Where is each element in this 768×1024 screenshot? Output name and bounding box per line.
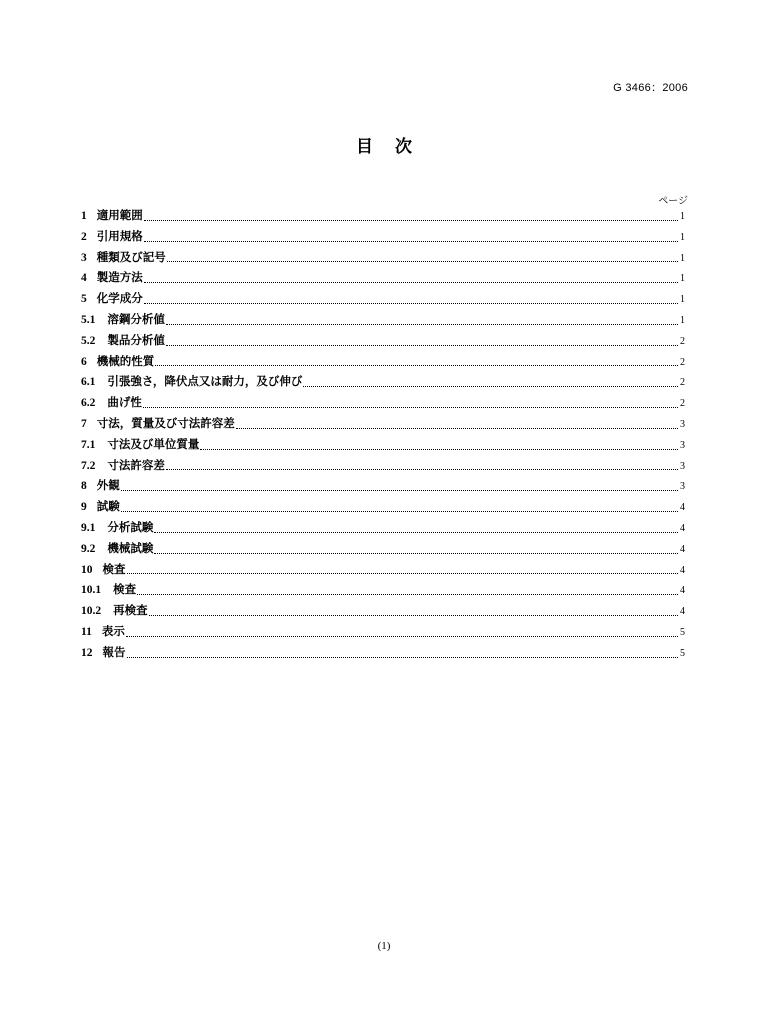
- toc-entry-page: 4: [680, 502, 685, 514]
- toc-entry-title: 寸法及び単位質量: [107, 436, 200, 451]
- dot-leader: [137, 594, 678, 595]
- dot-leader: [166, 345, 678, 346]
- toc-entry-page: 4: [680, 543, 685, 555]
- toc-entry-number: 1: [81, 210, 87, 222]
- toc-entry-title: 適用範囲: [96, 208, 143, 222]
- toc-entry[interactable]: [81, 436, 685, 457]
- toc-entry-page: 2: [680, 335, 685, 347]
- toc-entry-number: 6: [81, 355, 87, 368]
- toc-entry-page: 4: [680, 585, 685, 597]
- toc-entry-page: 1: [680, 252, 685, 264]
- toc-entry-number: 5.2: [81, 334, 96, 347]
- toc-entry-page: 4: [680, 522, 685, 534]
- toc-entry-title: 溶鋼分析値: [107, 311, 165, 326]
- dot-leader: [155, 365, 678, 366]
- toc-entry[interactable]: [81, 644, 685, 665]
- toc-entry[interactable]: [81, 249, 685, 270]
- dot-leader: [236, 428, 678, 429]
- toc-entry-number: 11: [81, 625, 92, 638]
- toc-entry[interactable]: [81, 540, 685, 561]
- page-title: [0, 132, 768, 157]
- toc-entry-page: 1: [680, 314, 685, 326]
- toc-entry-title: 引張強さ，降伏点又は耐力，及び伸び: [107, 374, 303, 389]
- toc-entry-page: 2: [680, 377, 685, 389]
- toc-entry[interactable]: [81, 477, 685, 498]
- toc-entry-title: 製品分析値: [107, 332, 165, 347]
- page-column-label: ページ: [658, 196, 688, 207]
- dot-leader: [167, 261, 678, 262]
- toc-entry-number: 10: [81, 563, 93, 576]
- toc-entry-title: 寸法許容差: [107, 457, 165, 472]
- dot-leader: [144, 220, 678, 221]
- dot-leader: [154, 553, 678, 554]
- toc-entry-number: 3: [81, 251, 87, 264]
- dot-leader: [154, 532, 678, 533]
- toc-entry-page: 5: [680, 626, 685, 638]
- toc-entry-title: 表示: [101, 623, 125, 638]
- toc-entry-number: 7: [81, 417, 87, 430]
- dot-leader: [126, 636, 678, 637]
- toc-entry-number: 4: [81, 272, 87, 285]
- toc-entry[interactable]: [81, 457, 685, 478]
- toc-entry[interactable]: [81, 602, 685, 623]
- dot-leader: [121, 490, 678, 491]
- toc-entry-number: 6.2: [81, 397, 96, 410]
- toc-entry-title: 機械試験: [107, 540, 154, 555]
- toc-entry-title: 寸法，質量及び寸法許容差: [96, 415, 235, 430]
- toc-entry-number: 8: [81, 480, 87, 493]
- toc-entry-page: 1: [680, 231, 685, 243]
- toc-entry-title: 検査: [102, 561, 126, 576]
- toc-entry-title: 検査: [113, 582, 137, 597]
- title-char-2: 次: [395, 137, 412, 157]
- toc-entry[interactable]: [81, 269, 685, 290]
- toc-entry-number: 5.1: [81, 313, 96, 326]
- dot-leader: [166, 469, 678, 470]
- dot-leader: [127, 657, 679, 658]
- toc-entry-number: 9.2: [81, 542, 96, 555]
- toc-entry-number: 5: [81, 293, 87, 306]
- toc-entry-number: 9.1: [81, 521, 96, 534]
- toc-entry[interactable]: [81, 207, 685, 228]
- toc-entry-page: 3: [680, 418, 685, 430]
- toc-entry-title: 機械的性質: [96, 353, 155, 368]
- dot-leader: [144, 282, 678, 283]
- toc-entry[interactable]: [81, 394, 685, 415]
- toc-entry-page: 5: [680, 647, 685, 659]
- toc-entry[interactable]: [81, 353, 685, 374]
- dot-leader: [166, 324, 678, 325]
- toc-entry-page: 1: [680, 294, 685, 306]
- toc-entry[interactable]: [81, 498, 685, 519]
- standard-number: G 3466：2006: [613, 82, 688, 94]
- toc-entry-title: 引用規格: [96, 228, 143, 243]
- toc-entry-number: 6.1: [81, 376, 96, 389]
- toc-entry-number: 9: [81, 501, 87, 514]
- toc-entry-title: 試験: [96, 499, 120, 514]
- title-char-1: 目: [356, 137, 373, 157]
- toc-entry[interactable]: [81, 623, 685, 644]
- toc-entry-number: 2: [81, 230, 87, 243]
- toc-entry-title: 製造方法: [96, 270, 143, 285]
- toc-entry-title: 再検査: [113, 603, 148, 618]
- toc-entry-page: 3: [680, 439, 685, 451]
- toc-entry[interactable]: [81, 581, 685, 602]
- toc-entry-title: 外観: [96, 478, 120, 493]
- toc-entry-page: 1: [680, 273, 685, 285]
- footer-page-number: (1): [377, 940, 391, 952]
- toc-entry-page: 2: [680, 356, 685, 368]
- toc-entry-number: 12: [81, 646, 93, 659]
- toc-entry[interactable]: [81, 228, 685, 249]
- toc-entry-number: 10.2: [81, 605, 102, 618]
- toc-entry-title: 種類及び記号: [96, 249, 166, 264]
- dot-leader: [200, 449, 678, 450]
- toc-entry[interactable]: [81, 561, 685, 582]
- toc-entry-page: 3: [680, 481, 685, 493]
- dot-leader: [121, 511, 678, 512]
- toc-entry-number: 7.1: [81, 438, 96, 451]
- toc-entry-number: 7.2: [81, 459, 96, 472]
- toc-entry-title: 報告: [102, 644, 126, 659]
- toc-entry[interactable]: [81, 311, 685, 332]
- toc-entry[interactable]: [81, 290, 685, 311]
- table-of-contents: [81, 207, 685, 665]
- dot-leader: [144, 303, 678, 304]
- toc-entry-page: 4: [680, 564, 685, 576]
- toc-entry-title: 曲げ性: [107, 395, 142, 410]
- dot-leader: [303, 386, 678, 387]
- toc-entry-number: 10.1: [81, 584, 102, 597]
- toc-entry[interactable]: [81, 332, 685, 353]
- toc-entry-title: 化学成分: [96, 291, 143, 306]
- dot-leader: [127, 573, 679, 574]
- dot-leader: [143, 407, 678, 408]
- dot-leader: [149, 615, 678, 616]
- toc-entry-page: 2: [680, 398, 685, 410]
- toc-entry-title: 分析試験: [107, 519, 154, 534]
- toc-entry-page: 1: [680, 211, 685, 222]
- toc-entry-page: 4: [680, 606, 685, 618]
- toc-entry[interactable]: [81, 415, 685, 436]
- toc-entry[interactable]: [81, 373, 685, 394]
- toc-entry-page: 3: [680, 460, 685, 472]
- toc-entry[interactable]: [81, 519, 685, 540]
- dot-leader: [144, 241, 678, 242]
